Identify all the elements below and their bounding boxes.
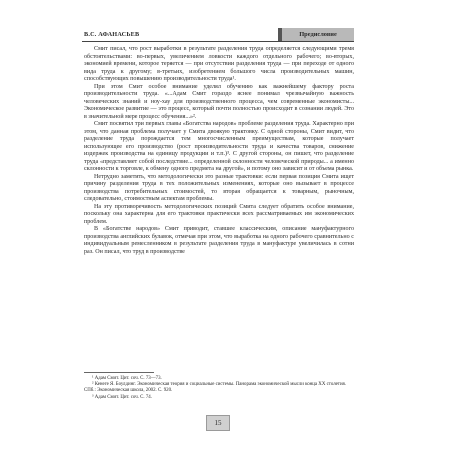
footnote: ³ Адам Смит. Цит. соч. С. 74.	[92, 394, 152, 400]
running-header	[82, 28, 354, 42]
paragraph: Смит писал, что рост выработки в результате разделения труда определяется следующими тремя обстоятельствами: во-первых, увеличением ловкости каждого отдельного рабочего; во-вторых, экономией времени, которое теряется — при отсутствии разделения труда — при переходе от одного вида труда к другому; в-третьих, изобретением большого числа производительных машин, способствующих повышению производительности труда¹.	[84, 46, 354, 82]
header-rule	[82, 41, 354, 42]
paragraph: Смит посвятил три первых главы «Богатства народов» проблеме разделения труда. Характерно при этом, что данная проблема получает у Смита двоякую трактовку. С одной стороны, Смит видит, что разделение труда порождается тем многосчисленным преимуществам, которые получает использующее его производство (рост производительности труда и качества товаров, снижение издержек производства на единицу продукции и т.п.)³. С другой стороны, он пишет, что разделение труда «представляет собой последствие... определенной склонности человеческой природы... а именно склонности к торговле, к обмену одного предмета на другой», и потому оно зависит и от объема рынка.	[84, 121, 354, 172]
footnote: ² Кенеге Я. Боулдинг. Экономическая теория и социальные системы. Панорама экономической мысли конца XX столетия. СПб.: Экономическая школа, 2002. С. 920.	[84, 382, 347, 394]
paragraph: На эту противоречивость методологических позиций Смита следует обратить особое внимание, поскольку она характерна для его трактовки практически всех рассматриваемых им экономических проблем.	[84, 203, 354, 225]
footnote-rule	[84, 372, 154, 373]
page-number: 15	[206, 415, 230, 431]
footnotes	[84, 376, 354, 401]
body-text	[84, 46, 354, 256]
running-author: В.С. АФАНАСЬЕВ	[84, 31, 140, 38]
paragraph: Нетрудно заметить, что методологически это разные трактовки: если первая позиция Смита ищет причину разделения труда в тех положительных изменениях, которые оно вызывает в процессе производства потребительных стоимостей, то вторая обращается к товарным, рыночным, следовательно, стоимостным аспектам проблемы.	[84, 173, 354, 202]
running-section-title: Предисловие	[278, 28, 354, 41]
paragraph: В «Богатстве народов» Смит приводит, ставшее классическим, описание мануфактурного производства английских булавок, отмечая при этом, что выработка на одного рабочего сравнительно с индивидуальным ремесленником в результате разделения труда в мануфактуре увеличилась в сотни раз. Он писал, что труд в производстве	[84, 226, 354, 255]
paragraph: При этом Смит особое внимание уделял обучению как важнейшему фактору роста производительности труда. «...Адам Смит гораздо яснее понимал чрезвычайную важность человеческих знаний и ноу-хау для производственного процесса, чем современные экономисты... Экономическое развитие — это процесс, который почти полностью происходит в сознании людей. Это в значительной мере процесс обучения...»².	[84, 83, 354, 120]
book-page	[82, 28, 354, 433]
footnote: ¹ Адам Смит. Цит. соч. С. 73—73.	[92, 376, 162, 381]
